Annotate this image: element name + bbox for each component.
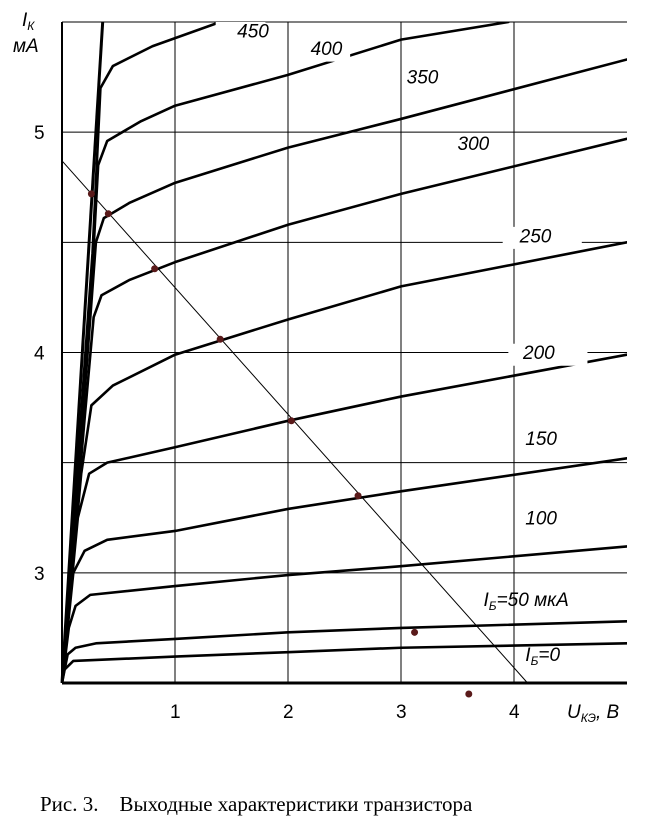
curve-label-350: 350: [406, 67, 439, 89]
x-tick-label: 1: [170, 702, 181, 723]
curve-label-I-Б-50-мкА: $I_Б=50$ мкА: [483, 589, 569, 613]
data-point: [217, 336, 224, 343]
figure-caption: Рис. 3. Выходные характеристики транзистора: [40, 792, 473, 816]
data-point: [105, 210, 112, 217]
x-tick-label: 4: [509, 702, 520, 723]
data-point: [151, 265, 158, 272]
data-point: [411, 629, 418, 636]
curve-label-300: 300: [457, 133, 490, 155]
y-tick-label: 4: [34, 343, 45, 365]
data-point: [88, 190, 95, 197]
curve-label-100: 100: [525, 508, 558, 530]
x-tick-label: 3: [396, 702, 407, 723]
markers: [88, 190, 472, 697]
y-tick-label: 3: [34, 563, 45, 585]
curve-label-200: 200: [523, 343, 555, 365]
y-axis-unit: мА: [13, 36, 39, 57]
y-axis-title: $I_К$: [22, 10, 35, 33]
data-point: [288, 417, 295, 424]
data-point: [465, 691, 472, 698]
x-tick-label: 2: [283, 702, 294, 723]
data-point: [355, 492, 362, 499]
curve-label-250: 250: [519, 226, 552, 248]
y-tick-label: 5: [34, 123, 45, 145]
x-axis-title: $U_{КЭ}$, В: [567, 702, 620, 725]
curve-label-I-Б-0: $I_Б=0$: [525, 644, 561, 668]
curve-label-150: 150: [525, 429, 558, 451]
curve-label-450: 450: [237, 21, 269, 43]
axes: [13, 10, 627, 725]
curve-label-400: 400: [310, 39, 343, 61]
load-line: [62, 161, 528, 683]
